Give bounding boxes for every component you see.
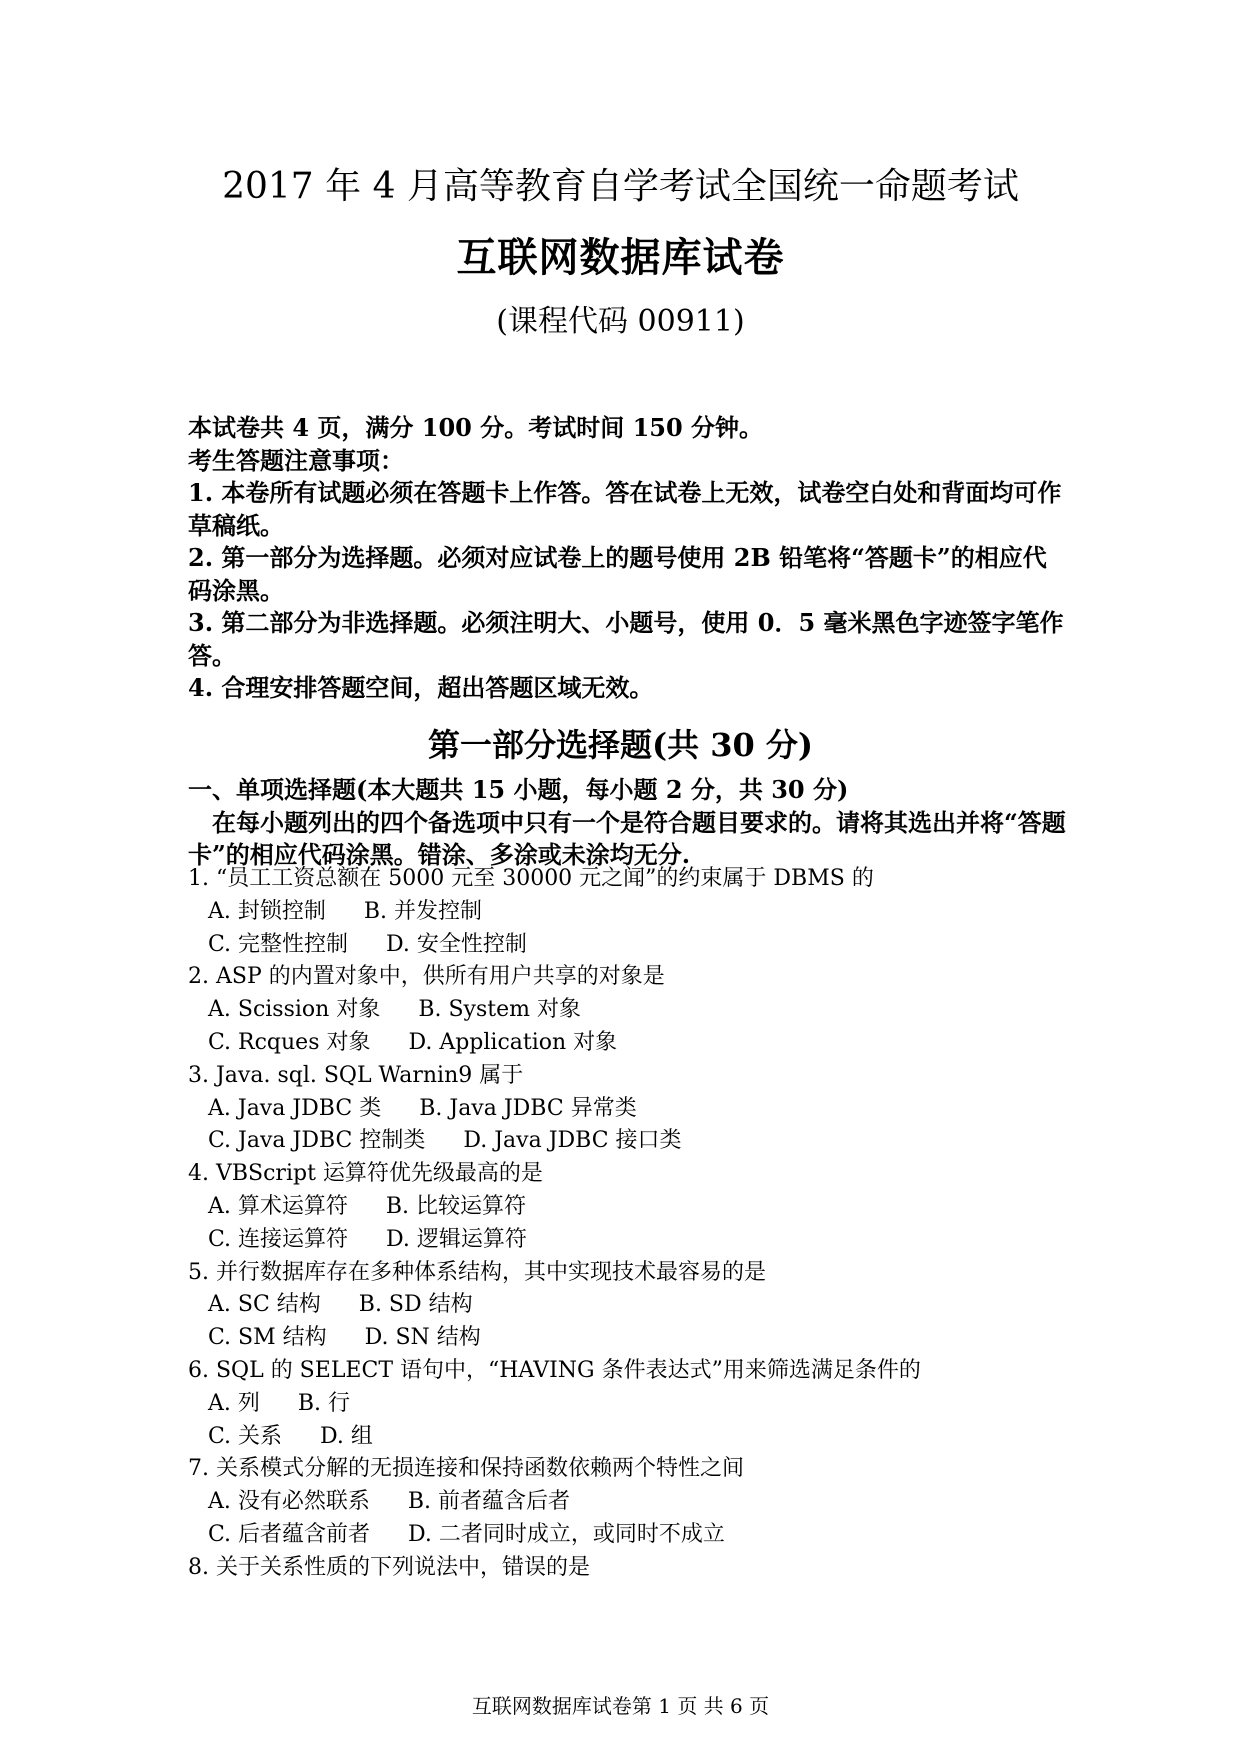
- answer-option: D. 安全性控制: [386, 931, 527, 957]
- course-code: (课程代码 00911): [496, 304, 745, 339]
- answer-option: D. 组: [320, 1423, 373, 1449]
- question-stem: 3. Java. sql. SQL Warnin9 属于: [188, 1062, 524, 1088]
- answer-option: D. Java JDBC 接口类: [463, 1128, 682, 1154]
- part-title: 第一部分选择题(共 30 分): [427, 726, 814, 764]
- option-row: [188, 1519, 1088, 1552]
- option-row: [188, 896, 1088, 929]
- answer-option: C. Java JDBC 控制类: [208, 1128, 426, 1154]
- option-row: [188, 1421, 1088, 1454]
- answer-option: C. 后者蕴含前者: [208, 1521, 371, 1547]
- option-row: [188, 1322, 1088, 1355]
- page-footer: 互联网数据库试卷第 1 页 共 6 页: [471, 1694, 770, 1718]
- question-stem: 1. “员工工资总额在 5000 元至 30000 元之闻”的约束属于 DBMS 的: [188, 866, 874, 891]
- question-stem: 4. VBScript 运算符优先级最高的是: [188, 1161, 543, 1187]
- answer-option: C. 连接运算符: [208, 1226, 349, 1252]
- answer-option: C. SM 结构: [208, 1325, 327, 1351]
- note-line: 2. 第一部分为选择题。必须对应试卷上的题号使用 2B 铅笔将“答题卡”的相应代码涂黑。: [188, 543, 1047, 605]
- answer-option: D. Application 对象: [408, 1029, 618, 1055]
- option-row: [188, 1289, 1088, 1322]
- option-row: [188, 1388, 1088, 1421]
- answer-option: B. 比较运算符: [385, 1193, 527, 1219]
- answer-option: B. SD 结构: [358, 1292, 473, 1318]
- answer-option: D. 逻辑运算符: [386, 1226, 527, 1252]
- answer-option: B. Java JDBC 异常类: [419, 1095, 637, 1121]
- answer-option: A. Java JDBC 类: [208, 1095, 382, 1121]
- note-line: 1. 本卷所有试题必须在答题卡上作答。答在试卷上无效，试卷空白处和背面均可作草稿纸。: [188, 478, 1062, 540]
- paper-title: 互联网数据库试卷: [456, 234, 785, 281]
- exam-notes: [188, 412, 1068, 705]
- answer-option: B. 行: [297, 1390, 351, 1416]
- section-header: [188, 774, 1068, 872]
- option-row: [188, 994, 1088, 1027]
- option-row: [188, 929, 1088, 962]
- note-line: 4. 合理安排答题空间，超出答题区域无效。: [188, 673, 654, 702]
- note-line: 本试卷共 4 页，满分 100 分。考试时间 150 分钟。: [188, 413, 764, 442]
- option-row: [188, 1027, 1088, 1060]
- section-heading: 一、单项选择题(本大题共 15 小题，每小题 2 分，共 30 分): [188, 775, 849, 804]
- option-row: [188, 1224, 1088, 1257]
- question-stem: 8. 关于关系性质的下列说法中，错误的是: [188, 1554, 590, 1580]
- answer-option: A. Scission 对象: [208, 997, 381, 1023]
- answer-option: D. SN 结构: [364, 1325, 481, 1351]
- exam-title: 2017 年 4 月高等教育自学考试全国统一命题考试: [222, 166, 1019, 207]
- answer-option: D. 二者同时成立，或同时不成立: [408, 1521, 725, 1547]
- option-row: [188, 1191, 1088, 1224]
- section-instruction: 在每小题列出的四个备选项中只有一个是符合题目要求的。请将其选出并将“答题卡”的相应代码涂黑。错涂、多涂或未涂均无分.: [188, 807, 1066, 869]
- option-row: [188, 1486, 1088, 1519]
- question-stem: 5. 并行数据库存在多种体系结构，其中实现技术最容易的是: [188, 1259, 766, 1285]
- answer-option: B. System 对象: [418, 997, 581, 1023]
- option-row: [188, 1093, 1088, 1126]
- answer-option: B. 并发控制: [363, 898, 483, 924]
- question-stem: 2. ASP 的内置对象中，供所有用户共享的对象是: [188, 964, 665, 990]
- question-stem: 7. 关系模式分解的无损连接和保持函数依赖两个特性之间: [188, 1456, 744, 1482]
- note-line: 考生答题注意事项：: [188, 445, 404, 475]
- answer-option: C. Rcques 对象: [208, 1029, 371, 1055]
- answer-option: C. 完整性控制: [208, 931, 349, 957]
- note-line: 3. 第二部分为非选择题。必须注明大、小题号，使用 0．5 毫米黑色字迹签字笔作答。: [188, 608, 1064, 670]
- answer-option: A. 算术运算符: [208, 1193, 348, 1219]
- answer-option: A. 列: [208, 1390, 260, 1416]
- answer-option: B. 前者蕴含后者: [407, 1489, 571, 1515]
- answer-option: C. 关系: [208, 1423, 283, 1449]
- answer-option: A. SC 结构: [208, 1292, 321, 1318]
- question-list: [188, 863, 1088, 1585]
- answer-option: A. 封锁控制: [208, 898, 326, 924]
- answer-option: A. 没有必然联系: [208, 1489, 370, 1515]
- question-stem: 6. SQL 的 SELECT 语句中，“HAVING 条件表达式”用来筛选满足条件的: [188, 1357, 921, 1383]
- option-row: [188, 1125, 1088, 1158]
